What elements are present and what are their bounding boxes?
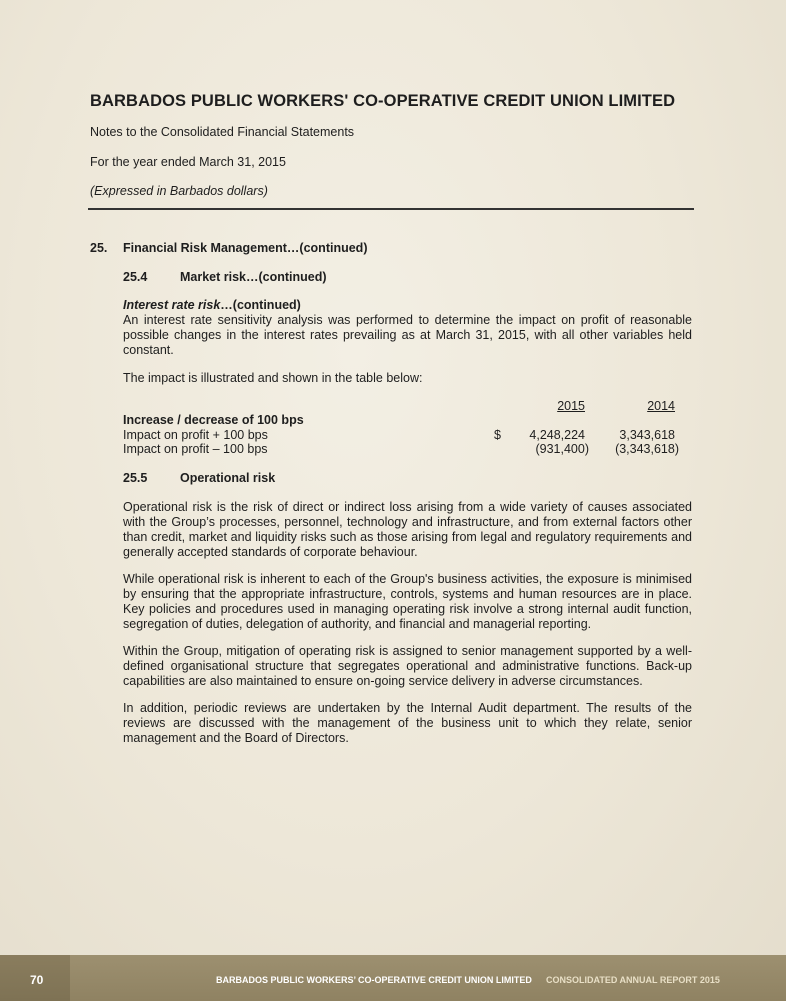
- subsection-title: Operational risk: [180, 471, 276, 485]
- section-number: 25.: [90, 241, 108, 255]
- currency-note: (Expressed in Barbados dollars): [90, 184, 268, 198]
- header-divider: [88, 208, 694, 210]
- table-group-label: Increase / decrease of 100 bps: [123, 413, 304, 427]
- period-line: For the year ended March 31, 2015: [90, 155, 286, 169]
- footer-report-title: CONSOLIDATED ANNUAL REPORT 2015: [546, 975, 720, 985]
- operational-paragraph-4: In addition, periodic reviews are undertaken by the Internal Audit department. The results of the reviews are discussed with the management of the business unit to which they relate, senior management and the Board of Directors.: [123, 701, 692, 745]
- table-cell-2015: (931,400): [535, 442, 589, 456]
- operational-paragraph-1: Operational risk is the risk of direct or indirect loss arising from a wide variety of causes associated with the Group’s processes, personnel, technology and infrastructure, and from external factors other than credit, market and liquidity risks such as those arising from legal and regulatory requirements and generally accepted standards of corporate behaviour.: [123, 500, 692, 559]
- column-header-2015: 2015: [557, 399, 585, 413]
- table-row-label: Impact on profit – 100 bps: [123, 442, 268, 456]
- operational-paragraph-3: Within the Group, mitigation of operating risk is assigned to senior management supported by a well-defined organisational structure that segregates operational and administrative functions. Back-up capabilities are also maintained to ensure on-going service delivery in adverse circumstances.: [123, 644, 692, 688]
- subsection-title: Market risk…(continued): [180, 270, 327, 284]
- footer-organisation: BARBADOS PUBLIC WORKERS’ CO-OPERATIVE CREDIT UNION LIMITED: [216, 975, 532, 985]
- page-title: BARBADOS PUBLIC WORKERS' CO-OPERATIVE CREDIT UNION LIMITED: [90, 92, 676, 110]
- table-cell-2014: 3,343,618: [619, 428, 675, 442]
- impact-intro: The impact is illustrated and shown in the table below:: [123, 371, 423, 385]
- irr-heading: [123, 298, 301, 313]
- table-cell-2015: 4,248,224: [529, 428, 585, 442]
- subsection-number: 25.4: [123, 270, 148, 284]
- page-number: 70: [30, 973, 44, 987]
- currency-symbol: $: [494, 428, 501, 442]
- table-cell-2014: (3,343,618): [615, 442, 679, 456]
- irr-heading-italic: Interest rate risk: [123, 298, 221, 312]
- section-title: Financial Risk Management…(continued): [123, 241, 368, 255]
- column-header-2014: 2014: [647, 399, 675, 413]
- statement-subtitle: Notes to the Consolidated Financial Statements: [90, 125, 355, 139]
- irr-paragraph: An interest rate sensitivity analysis was performed to determine the impact on profit of reasonable possible changes in the interest rates prevailing as at March 31, 2015, with all other variables held constant.: [123, 313, 692, 357]
- subsection-number: 25.5: [123, 471, 148, 485]
- irr-heading-rest: …(continued): [220, 298, 301, 312]
- operational-paragraph-2: While operational risk is inherent to each of the Group's business activities, the exposure is minimised by ensuring that the appropriate infrastructure, controls, systems and human resources are in place. Key policies and procedures used in managing operating risk involve a strong internal audit function, segregation of duties, delegation of authority, and financial and managerial reporting.: [123, 572, 692, 631]
- table-row-label: Impact on profit + 100 bps: [123, 428, 268, 442]
